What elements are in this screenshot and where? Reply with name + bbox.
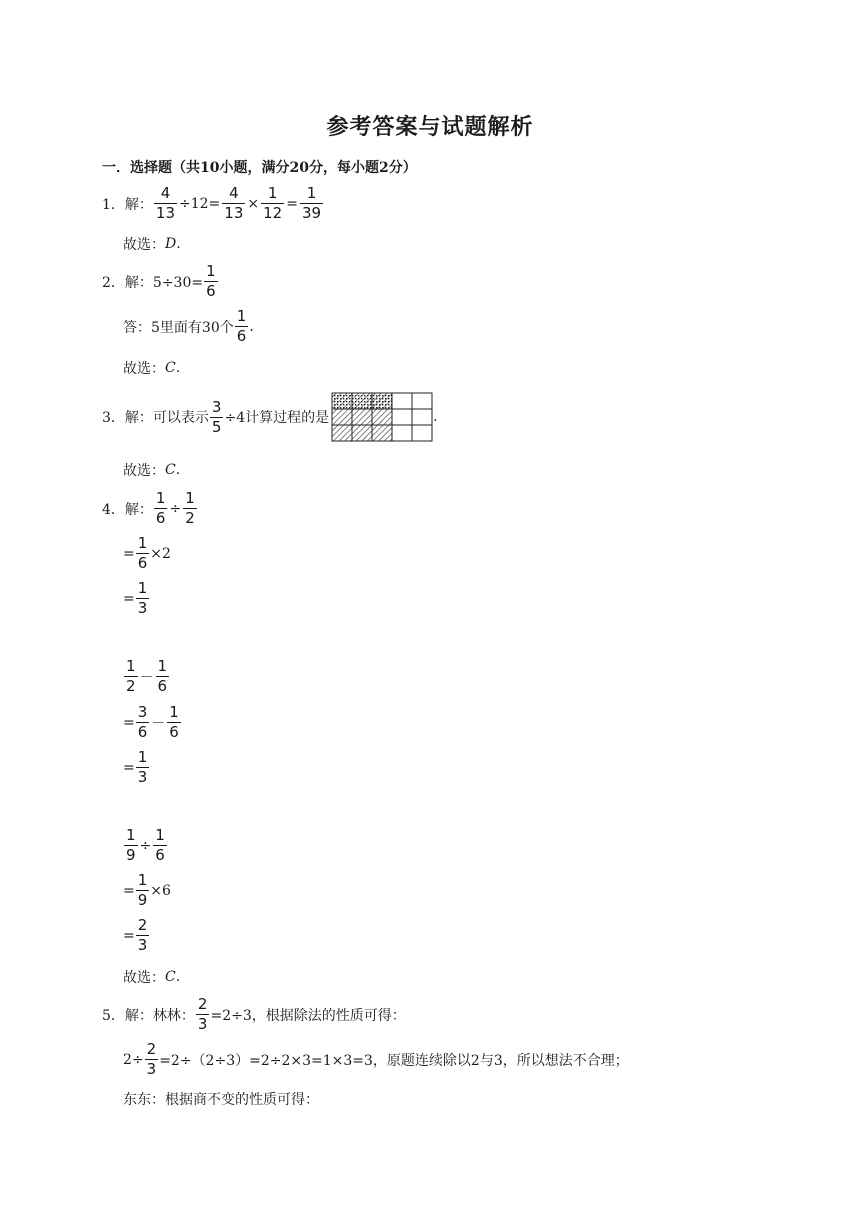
q5-prefix: 5．解：林林： (102, 1007, 195, 1024)
q3-choice: 故选： C . (123, 462, 181, 479)
q4-calc-c1: $\frac{1}{9}$ ÷ $\frac{1}{6}$ (126, 826, 165, 864)
fraction: $\frac{1}{12}$ (263, 184, 283, 222)
grid-dotted-cell (332, 393, 352, 409)
grid-cell (392, 425, 412, 441)
grid-hatched-cell (332, 425, 352, 441)
fraction: $\frac{1}{3}$ (137, 579, 148, 617)
q2-answer: 答：5里面有30个 $\frac{1}{6}$ . (123, 307, 254, 345)
grid-cell (412, 425, 432, 441)
page-title: 参考答案与试题解析 (326, 114, 534, 140)
fraction: $\frac{1}{6}$ (157, 657, 168, 695)
q4-calc-c2: = $\frac{1}{9}$ ×6 (123, 871, 171, 909)
q2-choice: 故选： C . (123, 360, 181, 377)
q1-solution (102, 186, 324, 221)
fraction: $\frac{1}{2}$ (126, 657, 136, 695)
operator: = (286, 195, 298, 212)
grid-hatched-cell (332, 409, 352, 425)
operator: ÷12= (179, 195, 221, 212)
grid-hatched-cell (352, 409, 372, 425)
fraction: $\frac{4}{13}$ (155, 184, 176, 222)
grid-hatched-cell (352, 425, 372, 441)
fraction: $\frac{1}{6}$ (155, 826, 165, 864)
fraction: $\frac{1}{6}$ (169, 703, 179, 741)
q4-calc-a2: = $\frac{1}{6}$ ×2 (123, 534, 171, 572)
fraction: $\frac{3}{5}$ (211, 397, 222, 436)
grid-cell (392, 409, 412, 425)
q5-line1: 5．解：林林： $\frac{2}{3}$ =2÷3，根据除法的性质可得： (102, 995, 406, 1033)
section-heading: 一．选择题（共10小题，满分20分，每小题2分） (102, 160, 417, 176)
q3-prefix: 3．解：可以表示 (102, 410, 209, 426)
grid-dotted-cell (372, 393, 392, 409)
q4-prefix: 4．解： (102, 501, 153, 518)
fraction: $\frac{1}{6}$ (137, 534, 148, 572)
q1-choice: 故选： D . (123, 236, 181, 253)
q2-solution (102, 264, 219, 299)
fraction: $\frac{1}{6}$ (206, 262, 216, 300)
fraction: $\frac{1}{39}$ (301, 184, 322, 222)
grid-cell (392, 393, 412, 409)
q4-calc-c3: = $\frac{2}{3}$ (123, 916, 148, 954)
fraction: $\frac{4}{13}$ (224, 184, 244, 222)
fraction: $\frac{2}{3}$ (197, 995, 208, 1033)
q4-calc-b3: = $\frac{1}{3}$ (123, 748, 148, 786)
operator: × (247, 195, 260, 212)
q5-line3: 东东：根据商不变的性质可得： (123, 1092, 319, 1108)
q3-solution: 3．解：可以表示 $\frac{3}{5}$ ÷4计算过程的是 . (102, 392, 438, 442)
grid-hatched-cell (372, 425, 392, 441)
fraction: $\frac{1}{6}$ (236, 307, 247, 345)
grid-dotted-cell (352, 393, 372, 409)
q4-calc-a1: 4．解： $\frac{1}{6}$ ÷ $\frac{1}{2}$ (102, 489, 195, 527)
q2-prefix: 2．解：5÷30= (102, 274, 204, 291)
q4-calc-b2: = $\frac{3}{6}$ － $\frac{1}{6}$ (123, 703, 179, 741)
fraction: $\frac{3}{6}$ (137, 703, 148, 741)
fraction: $\frac{1}{6}$ (155, 489, 166, 527)
q4-calc-b1: $\frac{1}{2}$ － $\frac{1}{6}$ (126, 657, 168, 695)
fraction: $\frac{1}{3}$ (137, 748, 148, 786)
fraction: $\frac{1}{9}$ (137, 871, 148, 909)
grid-cell (412, 409, 432, 425)
q4-calc-a3: = $\frac{1}{3}$ (123, 579, 148, 617)
q5-line2: 2÷ $\frac{2}{3}$ =2÷（2÷3）=2÷2×3=1×3=3，原题连续除以2与3，所以想法不合理； (123, 1040, 629, 1078)
grid-cell (412, 393, 432, 409)
fraction: $\frac{2}{3}$ (137, 916, 148, 954)
q1-prefix: 1．解： (102, 196, 153, 213)
fraction-grid-diagram (331, 392, 433, 442)
q4-choice: 故选： C . (123, 969, 181, 986)
grid-hatched-cell (372, 409, 392, 425)
fraction: $\frac{1}{9}$ (126, 826, 136, 864)
fraction: $\frac{2}{3}$ (146, 1040, 157, 1078)
fraction: $\frac{1}{2}$ (185, 489, 195, 527)
